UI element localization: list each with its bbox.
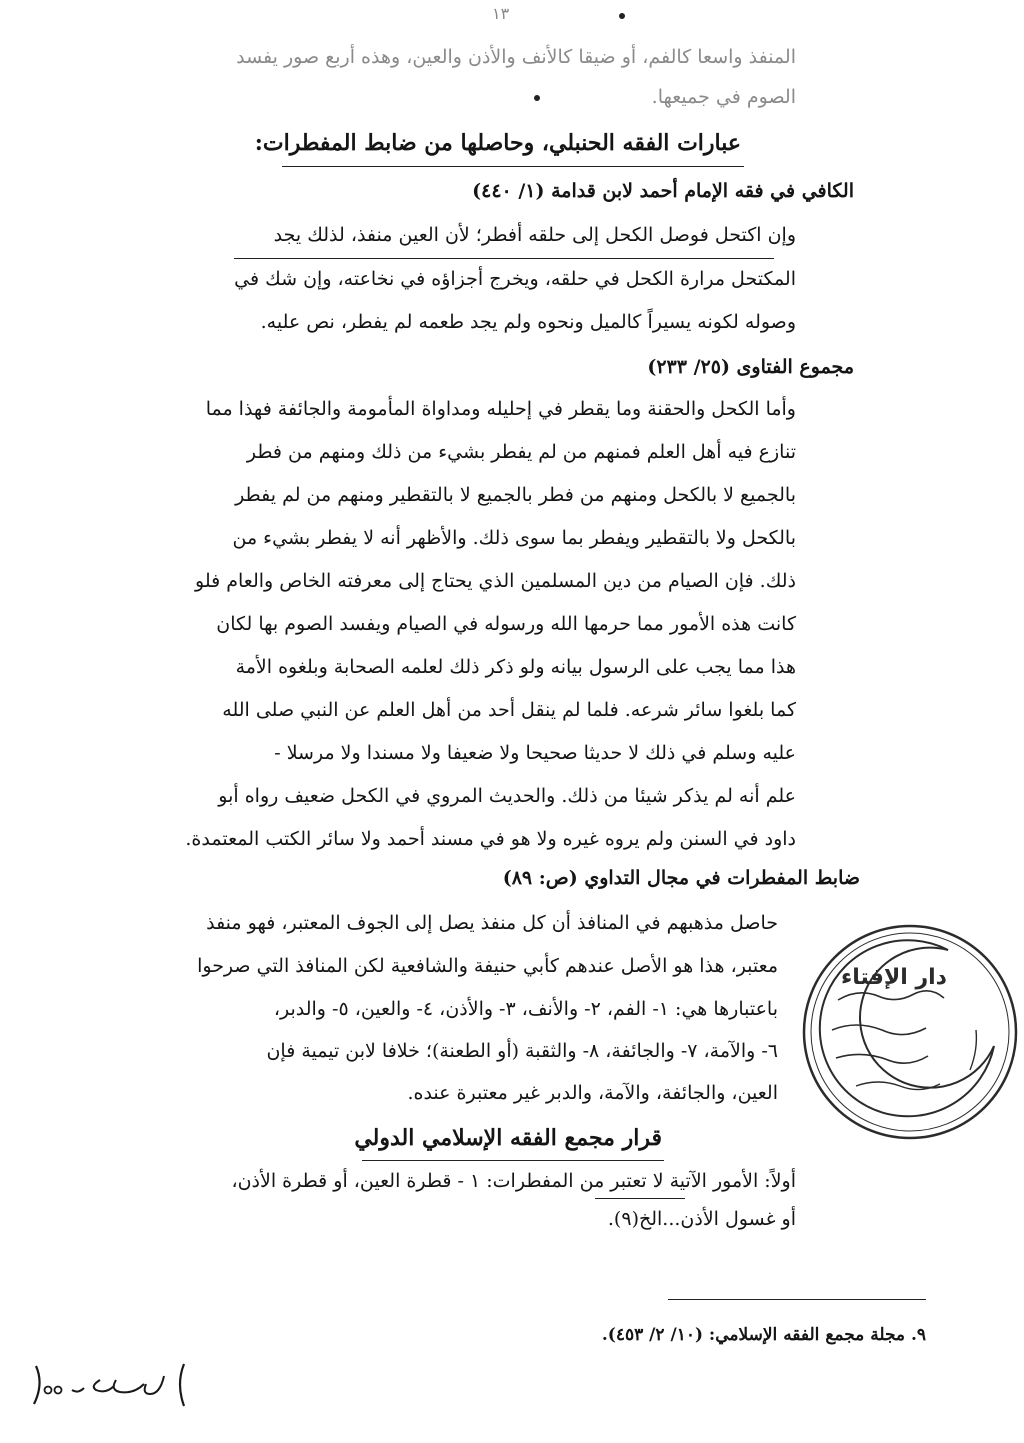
kafi-underline bbox=[234, 258, 774, 259]
dabit-line: العين، والجائفة، والآمة، والدبر غير معتبرة عنده. bbox=[407, 1082, 778, 1104]
eye-drop-underline bbox=[595, 1198, 685, 1199]
fatawa-source: مجموع الفتاوى (٢٥/ ٢٣٣) bbox=[647, 356, 854, 378]
dabit-line: حاصل مذهبهم في المنافذ أن كل منفذ يصل إلى الجوف المعتبر، فهو منفذ bbox=[206, 912, 778, 934]
section-title: عبارات الفقه الحنبلي، وحاصلها من ضابط المفطرات: bbox=[254, 130, 741, 156]
continuation-line: الصوم في جميعها. bbox=[651, 86, 796, 108]
dabit-source: ضابط المفطرات في مجال التداوي (ص: ٨٩) bbox=[502, 867, 860, 889]
section-title-underline bbox=[282, 166, 744, 167]
continuation-line: المنفذ واسعا كالفم، أو ضيقا كالأنف والأذن والعين، وهذه أربع صور يفسد bbox=[236, 46, 796, 68]
dabit-line: ٦- والآمة، ٧- والجائفة، ٨- والثقبة (أو الطعنة)؛ خلافا لابن تيمية فإن bbox=[266, 1040, 778, 1062]
footnote-separator bbox=[668, 1299, 926, 1300]
kafi-line: وصوله لكونه يسيراً كالميل ونحوه ولم يجد طعمه لم يفطر، نص عليه. bbox=[260, 311, 796, 333]
handwritten-note-text: (جاري...) bbox=[100, 1412, 104, 1413]
fatawa-line: هذا مما يجب على الرسول بيانه ولو ذكر ذلك لعلمه الصحابة وبلغوه الأمة bbox=[235, 656, 796, 678]
majma-title-underline bbox=[362, 1160, 664, 1161]
dabit-line: باعتبارها هي: ١- الفم، ٢- والأنف، ٣- والأذن، ٤- والعين، ٥- والدبر، bbox=[273, 998, 778, 1020]
fatawa-line: بالكحل ولا بالتقطير ويفطر بما سوى ذلك. والأظهر أنه لا يفطر بشيء من bbox=[232, 527, 796, 549]
fatawa-line: داود في السنن ولم يروه غيره ولا هو في مسند أحمد ولا سائر الكتب المعتمدة. bbox=[185, 828, 796, 850]
fatawa-line: كانت هذه الأمور مما حرمها الله ورسوله في الصيام ويفسد الصوم بها لكان bbox=[216, 613, 796, 635]
majma-title: قرار مجمع الفقه الإسلامي الدولي bbox=[354, 1125, 662, 1151]
speck-mark bbox=[534, 95, 540, 101]
speck-mark bbox=[619, 13, 625, 19]
fatawa-line: ذلك. فإن الصيام من دين المسلمين الذي يحتاج إلى معرفته الخاص والعام فلو bbox=[195, 570, 796, 592]
footnote: ٩. مجلة مجمع الفقه الإسلامي: (١٠/ ٢/ ٤٥٣). bbox=[601, 1325, 926, 1345]
majma-line: أو غسول الأذن...الخ(٩). bbox=[607, 1208, 796, 1230]
handwritten-note bbox=[24, 1356, 194, 1416]
page-number: ١٣ bbox=[492, 4, 510, 23]
fatawa-line: تنازع فيه أهل العلم فمنهم من لم يفطر بشيء من ذلك ومنهم من فطر bbox=[246, 441, 796, 463]
fatawa-line: عليه وسلم في ذلك لا حديثا صحيحا ولا ضعيفا ولا مسندا ولا مرسلا - bbox=[274, 742, 796, 764]
majma-line: أولاً: الأمور الآتية لا تعتبر من المفطرات: ١ - قطرة العين، أو قطرة الأذن، bbox=[231, 1170, 796, 1192]
kafi-line: وإن اكتحل فوصل الكحل إلى حلقه أفطر؛ لأن العين منفذ، لذلك يجد bbox=[273, 224, 796, 246]
fatawa-line: وأما الكحل والحقنة وما يقطر في إحليله ومداواة المأمومة والجائفة فهذا مما bbox=[205, 398, 796, 420]
fatawa-line: كما بلغوا سائر شرعه. فلما لم ينقل أحد من أهل العلم عن النبي صلى الله bbox=[222, 699, 796, 721]
seal-text: دار الإفتاء bbox=[841, 965, 947, 990]
kafi-line: المكتحل مرارة الكحل في حلقه، ويخرج أجزاؤه في نخاعته، وإن شك في bbox=[234, 268, 796, 290]
dabit-line: معتبر، هذا هو الأصل عندهم كأبي حنيفة والشافعية لكن المنافذ التي صرحوا bbox=[197, 955, 778, 977]
fatawa-line: علم أنه لم يذكر شيئا من ذلك. والحديث المروي في الكحل ضعيف رواه أبو bbox=[218, 785, 796, 807]
kafi-source: الكافي في فقه الإمام أحمد لابن قدامة (١/ ٤٤٠) bbox=[472, 180, 854, 202]
dar-al-iftaa-seal bbox=[798, 920, 1022, 1144]
fatawa-line: بالجميع لا بالكحل ومنهم من فطر بالجميع لا بالتقطير ومنهم من لم يفطر bbox=[235, 484, 796, 506]
